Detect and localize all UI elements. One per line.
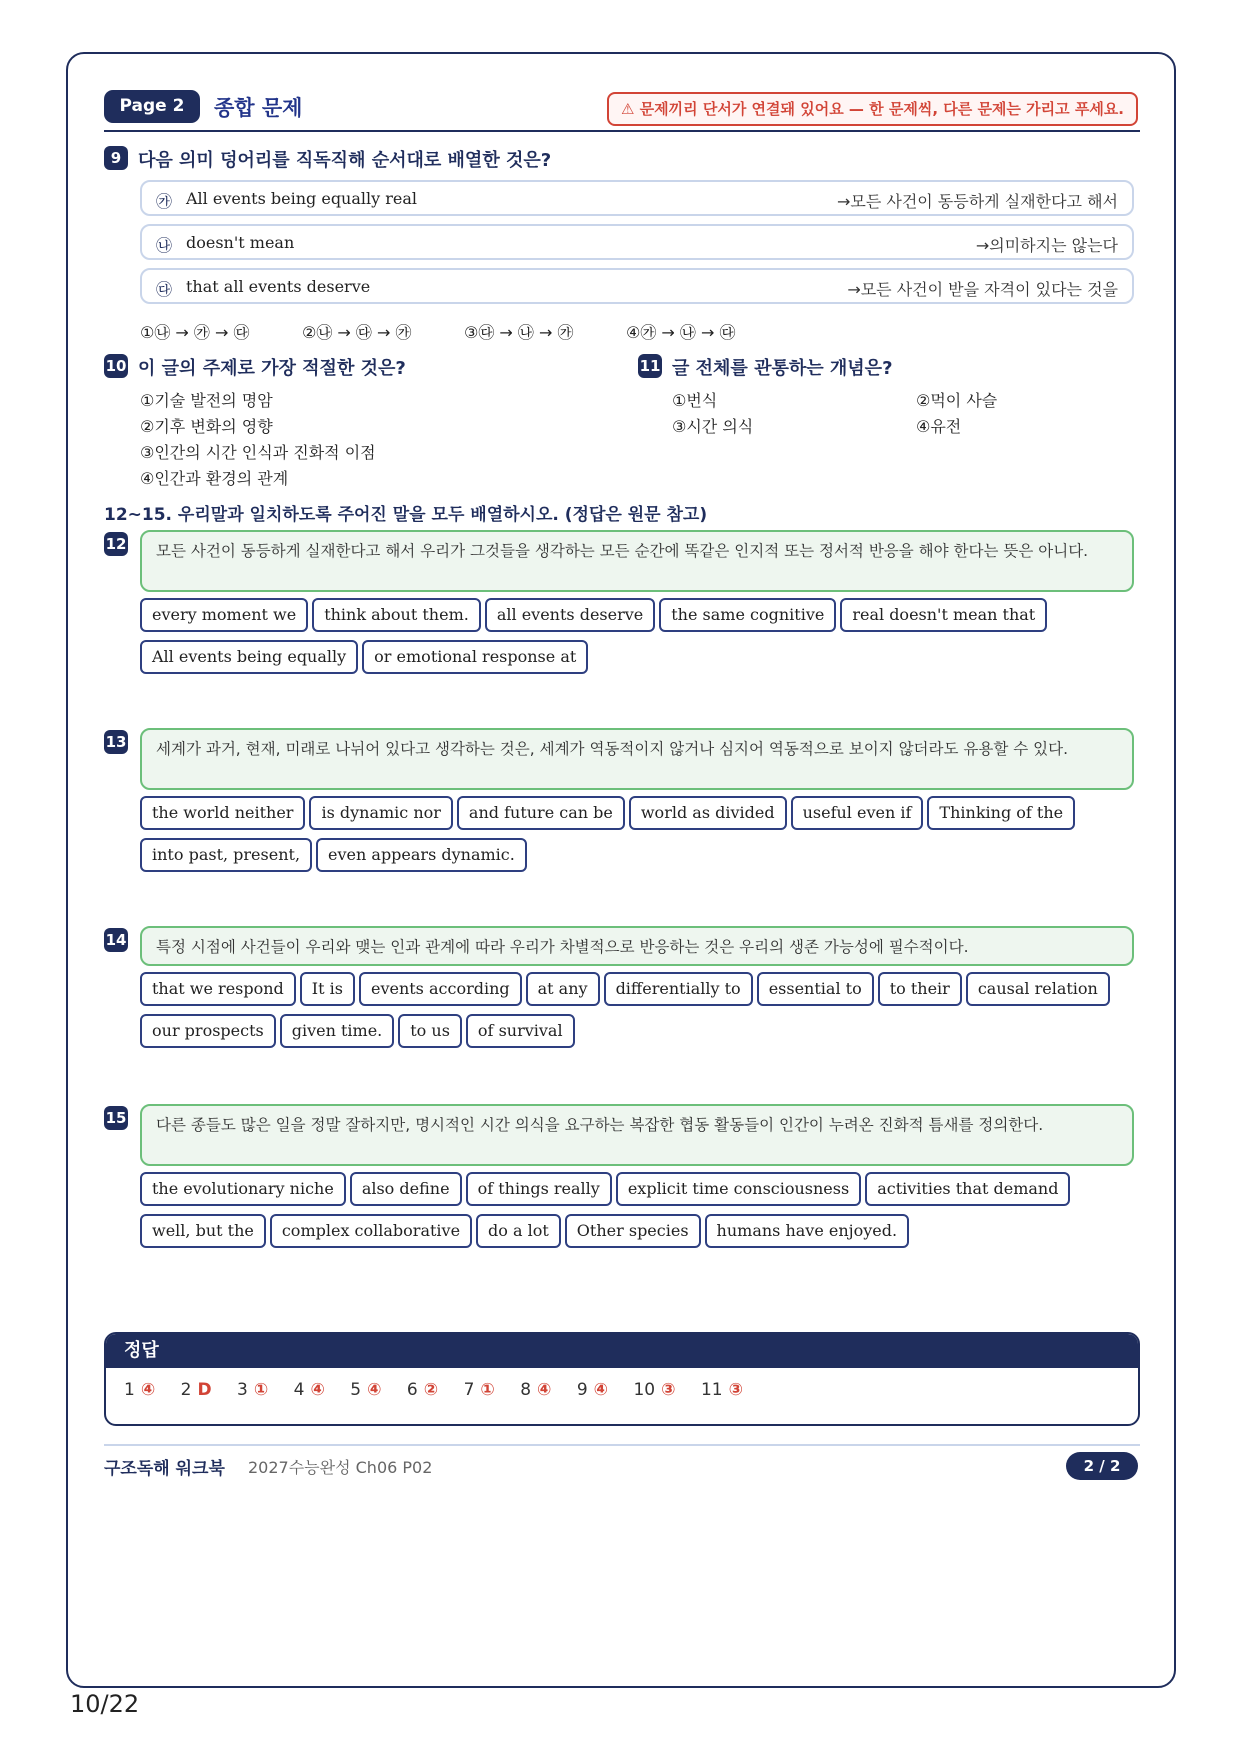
word-tile[interactable]: at any [526,972,600,1006]
section-title: 종합 문제 [214,96,303,120]
q11-option-2[interactable]: ②먹이 사슬 [916,391,998,410]
answer-item [350,1380,381,1400]
question-11-title: 글 전체를 관통하는 개념은? [672,358,893,379]
chunk-korean: →의미하지는 않는다 [975,236,1118,255]
word-tile[interactable]: the same cognitive [659,598,836,632]
q15-korean-sentence: 다른 종들도 많은 일을 정말 잘하지만, 명시적인 시간 의식을 요구하는 복잡한 협동 활동들이 인간이 누려온 진화적 틈새를 정의한다. [140,1104,1134,1166]
q12-word-tiles [140,598,1140,682]
answer-number: 3 [237,1380,248,1400]
answer-item [701,1380,743,1400]
question-number-11: 11 [638,354,662,378]
answer-value: ④ [593,1380,609,1400]
word-tile[interactable]: to us [398,1014,462,1048]
word-tile[interactable]: It is [300,972,355,1006]
word-tile[interactable]: causal relation [966,972,1110,1006]
question-number-10: 10 [104,354,128,378]
q15-word-tiles [140,1172,1140,1256]
word-tile[interactable]: well, but the [140,1214,266,1248]
word-tile[interactable]: into past, present, [140,838,312,872]
answer-number: 5 [350,1380,362,1400]
answer-number: 6 [406,1380,418,1400]
answer-item [520,1380,551,1400]
chunk-english: doesn't mean [186,233,295,252]
chunk-korean: →모든 사건이 받을 자격이 있다는 것을 [847,280,1118,299]
word-tile[interactable]: of survival [466,1014,575,1048]
word-tile[interactable]: every moment we [140,598,308,632]
answer-number: 8 [520,1380,532,1400]
word-tile[interactable]: think about them. [312,598,481,632]
question-9-title: 다음 의미 덩어리를 직독직해 순서대로 배열한 것은? [138,150,552,171]
answer-item [181,1380,212,1400]
word-tile[interactable]: even appears dynamic. [316,838,527,872]
word-tile[interactable]: the world neither [140,796,305,830]
question-number-9: 9 [104,146,128,170]
q9-option-1[interactable]: ①㉯ → ㉮ → ㉰ [140,323,250,342]
answer-item [124,1380,155,1400]
answer-number: 4 [293,1380,305,1400]
word-tile[interactable]: that we respond [140,972,296,1006]
chunk-label: ㉰ [156,280,173,299]
word-tile[interactable]: real doesn't mean that [840,598,1047,632]
answer-value: ② [423,1380,439,1400]
answer-number: 10 [633,1380,656,1400]
word-tile[interactable]: and future can be [457,796,625,830]
question-number-13: 13 [104,730,128,754]
chunk-na [140,224,1134,260]
answer-item [577,1380,608,1400]
header-divider [104,130,1140,132]
q13-word-tiles [140,796,1140,880]
footer-subtitle: 2027수능완성 Ch06 P02 [248,1458,433,1477]
chunk-label: ㉯ [156,236,173,255]
word-tile[interactable]: our prospects [140,1014,276,1048]
answer-item [464,1380,495,1400]
warning-banner: ⚠ 문제끼리 단서가 연결돼 있어요 — 한 문제씩, 다른 문제는 가리고 푸세요. [607,92,1138,126]
word-tile[interactable]: the evolutionary niche [140,1172,346,1206]
word-tile[interactable]: also define [350,1172,462,1206]
word-tile[interactable]: given time. [280,1014,395,1048]
word-tile[interactable]: Other species [565,1214,701,1248]
chunk-english: that all events deserve [186,277,371,296]
question-number-14: 14 [104,928,128,952]
q12-korean-sentence: 모든 사건이 동등하게 실재한다고 해서 우리가 그것들을 생각하는 모든 순간에 똑같은 인지적 또는 정서적 반응을 해야 한다는 뜻은 아니다. [140,530,1134,592]
footer-page-indicator: 2 / 2 [1066,1452,1138,1480]
word-tile[interactable]: differentially to [604,972,753,1006]
word-tile[interactable]: essential to [757,972,874,1006]
arrange-instruction: 12~15. 우리말과 일치하도록 주어진 말을 모두 배열하시오. (정답은 원문 참고) [104,505,708,525]
answer-number: 7 [463,1380,475,1400]
answer-value: D [197,1380,212,1400]
answer-value: ④ [367,1380,382,1400]
q9-option-4[interactable]: ④㉮ → ㉯ → ㉰ [626,323,736,342]
answer-value: ③ [661,1380,676,1400]
question-number-15: 15 [104,1106,128,1130]
word-tile[interactable]: explicit time consciousness [616,1172,861,1206]
answer-key-box [104,1332,1140,1426]
answer-item [407,1380,438,1400]
question-number-12: 12 [104,532,128,556]
chunk-label: ㉮ [156,192,173,211]
q9-option-2[interactable]: ②㉯ → ㉰ → ㉮ [302,323,412,342]
page-label: Page 2 [104,90,200,123]
q14-korean-sentence: 특정 시점에 사건들이 우리와 맺는 인과 관계에 따라 우리가 차별적으로 반응하는 것은 우리의 생존 가능성에 필수적이다. [140,926,1134,966]
answer-item [294,1380,325,1400]
word-tile[interactable]: of things really [466,1172,612,1206]
answer-key-title: 정답 [106,1334,1138,1368]
answer-number: 1 [124,1380,135,1400]
q10-option-1[interactable]: ①기술 발전의 명암 [140,391,273,410]
word-tile[interactable]: to their [878,972,962,1006]
q11-option-1[interactable]: ①번식 [672,391,718,410]
word-tile[interactable]: useful even if [791,796,924,830]
word-tile[interactable]: is dynamic nor [309,796,452,830]
chunk-da [140,268,1134,304]
q11-option-3[interactable]: ③시간 의식 [672,417,754,436]
chunk-english: All events being equally real [186,189,418,208]
chunk-korean: →모든 사건이 동등하게 실재한다고 해서 [836,192,1118,211]
q11-option-4[interactable]: ④유전 [916,417,962,436]
word-tile[interactable]: or emotional response at [362,640,588,674]
answer-value: ③ [728,1380,743,1400]
word-tile[interactable]: Thinking of the [927,796,1075,830]
answer-value: ① [253,1380,269,1400]
word-tile[interactable]: events according [359,972,522,1006]
word-tile[interactable]: humans have enjoyed. [705,1214,910,1248]
question-10-title: 이 글의 주제로 가장 적절한 것은? [138,358,406,379]
q14-word-tiles [140,972,1140,1056]
q10-option-3[interactable]: ③인간의 시간 인식과 진화적 이점 [140,443,376,462]
word-tile[interactable]: All events being equally [140,640,358,674]
q13-korean-sentence: 세계가 과거, 현재, 미래로 나뉘어 있다고 생각하는 것은, 세계가 역동적이지 않거나 심지어 역동적으로 보이지 않더라도 유용할 수 있다. [140,728,1134,790]
document-page-count: 10/22 [70,1690,140,1718]
answer-value: ④ [140,1380,156,1400]
footer-divider [104,1444,1140,1446]
word-tile[interactable]: all events deserve [485,598,655,632]
word-tile[interactable]: complex collaborative [270,1214,472,1248]
chunk-ga [140,180,1134,216]
footer-brand: 구조독해 워크북 [104,1459,225,1479]
word-tile[interactable]: do a lot [476,1214,561,1248]
worksheet-page [66,52,1176,1688]
answer-key-row [106,1368,1138,1400]
answer-number: 9 [576,1380,588,1400]
answer-value: ④ [310,1380,325,1400]
answer-number: 2 [180,1380,192,1400]
answer-value: ① [480,1380,495,1400]
q9-option-3[interactable]: ③㉰ → ㉯ → ㉮ [464,323,574,342]
word-tile[interactable]: activities that demand [865,1172,1070,1206]
answer-item [237,1380,268,1400]
q10-option-4[interactable]: ④인간과 환경의 관계 [140,469,289,488]
word-tile[interactable]: world as divided [629,796,787,830]
answer-number: 11 [700,1380,723,1400]
q10-option-2[interactable]: ②기후 변화의 영향 [140,417,273,436]
answer-item [633,1380,675,1400]
answer-value: ④ [537,1380,552,1400]
